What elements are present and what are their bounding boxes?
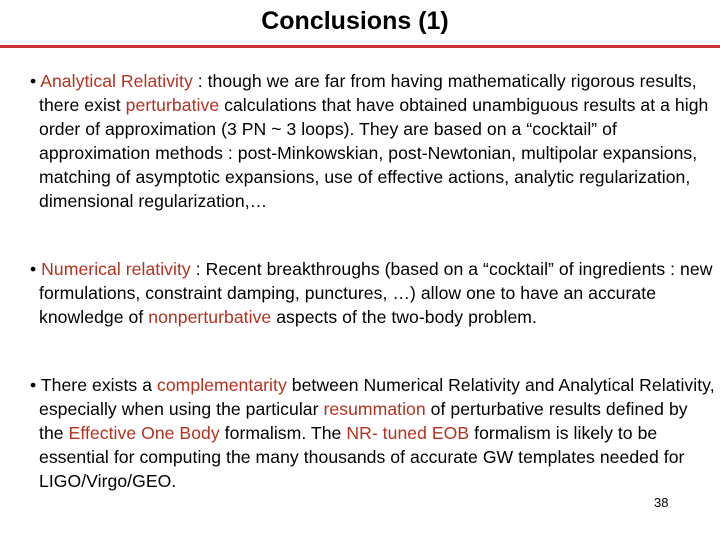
- bullet-text-segment: : Recent breakthroughs (based on a “cocktail” of ingredients : new formulations, constraint damping, punctures, …) allow one to have an accurate knowledge of: [39, 259, 713, 327]
- bullet-text-segment: calculations that have obtained unambiguous results at a high order of approximation (3 PN ~ 3 loops). They are based on a “cocktail” of approximation methods : post-Minkowskian, post-Newtonian, multipolar expansions, matching of asymptotic expansions, use of effective actions, analytic regularization, dimensional regularization,…: [39, 95, 709, 211]
- bullet-text-segment: There exists a: [40, 375, 157, 395]
- bullet-text-segment: between Numerical Relativity and Analytical Relativity, especially when using the particular: [39, 375, 715, 419]
- bullet-text-segment: complementarity: [156, 375, 287, 395]
- bullet-text-segment: Effective One Body: [68, 423, 220, 443]
- bullet-analytical-relativity: [30, 69, 715, 213]
- bullet-complementarity: [30, 373, 715, 493]
- bullet-text-segment: : though we are far from having mathematically rigorous results, there exist: [39, 71, 697, 115]
- slide-title: Conclusions (1): [261, 7, 449, 35]
- page-number: 38: [654, 495, 669, 510]
- bullet-text-segment: formalism. The: [219, 423, 347, 443]
- bullet-text-segment: of perturbative results defined by the: [39, 399, 688, 443]
- bullet-marker: •: [30, 375, 37, 395]
- bullet-text-segment: NR- tuned EOB: [346, 423, 470, 443]
- bullet-marker: •: [30, 259, 37, 279]
- bullet-text-segment: perturbative: [125, 95, 220, 115]
- bullet-text-segment: aspects of the two-body problem.: [271, 307, 537, 327]
- bullet-marker: •: [30, 71, 37, 91]
- bullet-numerical-relativity: [30, 257, 715, 329]
- title-divider: [0, 45, 720, 48]
- bullet-text-segment: Analytical Relativity: [40, 71, 193, 91]
- bullet-text-segment: Numerical relativity: [41, 259, 191, 279]
- bullet-text-segment: resummation: [323, 399, 426, 419]
- bullet-text-segment: nonperturbative: [148, 307, 272, 327]
- bullet-text-segment: formalism is likely to be essential for computing the many thousands of accurate GW templates needed for LIGO/Virgo/GEO.: [39, 423, 685, 491]
